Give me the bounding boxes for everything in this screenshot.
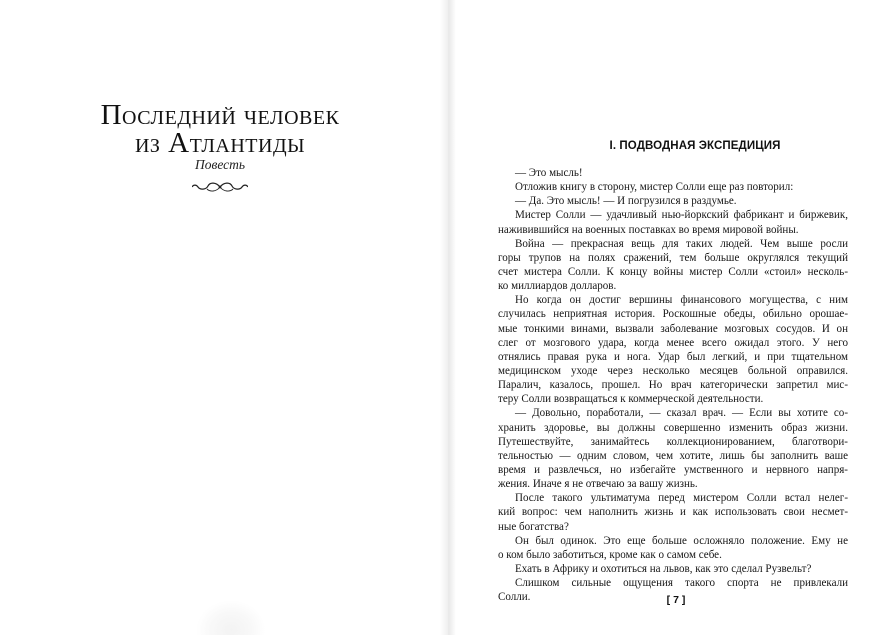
text-line: — Да. Это мысль! — И погрузился в раздумье. <box>515 195 737 208</box>
text-line: ко миллиардов долларов. <box>498 280 617 293</box>
flourish-ornament-icon <box>192 180 248 194</box>
text-line: Но когда он достиг вершины финансового могущества, с ним <box>515 294 848 307</box>
title-line-2: из Атлантиды <box>134 127 306 159</box>
text-line: Война — прекрасная вещь для таких людей. Чем выше росли <box>515 237 848 250</box>
text-line: Путешествуйте, занимайтесь коллекционированием, благотвори- <box>498 435 848 448</box>
text-line: Мистер Солли — удачливый нью-йоркский фабрикант и биржевик, <box>515 209 848 222</box>
title-line-1: Последний человек <box>100 99 340 131</box>
text-line: тельностью — одним словом, чем хотите, лишь бы заполнить ваше <box>498 449 848 462</box>
text-line: слег от мозгового удара, когда менее всего ожидал этого. У него <box>498 336 848 349</box>
subtitle: Повесть <box>194 157 246 172</box>
text-line: кий вопрос: чем наполнить жизнь и как использовать свои несмет- <box>498 506 848 519</box>
text-line: о ком было заботиться, кроме как о самом себе. <box>498 548 722 561</box>
text-line: — Это мысль! <box>515 167 583 179</box>
text-line: Он был одинок. Это еще больше осложняло положение. Ему не <box>515 534 848 547</box>
text-line: случилась неприятная история. Роскошные обеды, обильно орошае- <box>498 308 848 321</box>
text-line: Отложив книгу в сторону, мистер Солли еще раз повторил: <box>515 181 794 194</box>
text-line: Солли. <box>498 591 531 604</box>
text-line: отнялись правая рука и нога. Удар был легкий, и при тщательном <box>498 350 848 363</box>
text-line: Ехать в Африку и охотиться на львов, как это сделал Рузвельт? <box>515 562 812 575</box>
text-line: мые тонкими винами, вызвали заболевание мозговых сосудов. И он <box>498 322 848 335</box>
text-line: счет мистера Солли. К концу войны мистер Солли «стоил» несколь- <box>498 265 848 278</box>
text-line: наживившийся на военных поставках во время мировой войны. <box>498 223 799 236</box>
text-line: ные богатства? <box>498 520 569 533</box>
text-line: Паралич, казалось, прошел. Но врач категорически запретил мис- <box>498 379 848 392</box>
book-gutter <box>440 0 456 635</box>
text-line: — Довольно, поработали, — сказал врач. — Если вы хотите со- <box>515 407 848 420</box>
text-line: хранить здоровье, вы должны совершенно изменить образ жизни. <box>498 421 848 434</box>
text-line: медицинском уходе через несколько месяцев больной оправился. <box>498 364 848 377</box>
left-page <box>0 0 440 635</box>
text-line: теру Солли возвращаться к коммерческой деятельности. <box>498 393 764 406</box>
text-line: время и развлечься, но избегайте умственного и нервного напря- <box>498 463 848 476</box>
body-text <box>498 166 848 604</box>
chapter-heading: I. ПОДВОДНАЯ ЭКСПЕДИЦИЯ <box>609 140 781 152</box>
text-line: После такого ультиматума перед мистером Солли встал нелег- <box>515 492 848 505</box>
text-line: Слишком сильные ощущения такого спорта не привлекали <box>515 577 848 590</box>
right-page <box>456 0 896 635</box>
text-line: жения. Иначе я не отвечаю за вашу жизнь. <box>498 478 698 491</box>
page-number: [ 7 ] <box>666 594 686 606</box>
text-line: горы трупов на полях сражений, тем больше округлялся текущий <box>498 251 848 264</box>
page-shadow <box>196 600 266 635</box>
